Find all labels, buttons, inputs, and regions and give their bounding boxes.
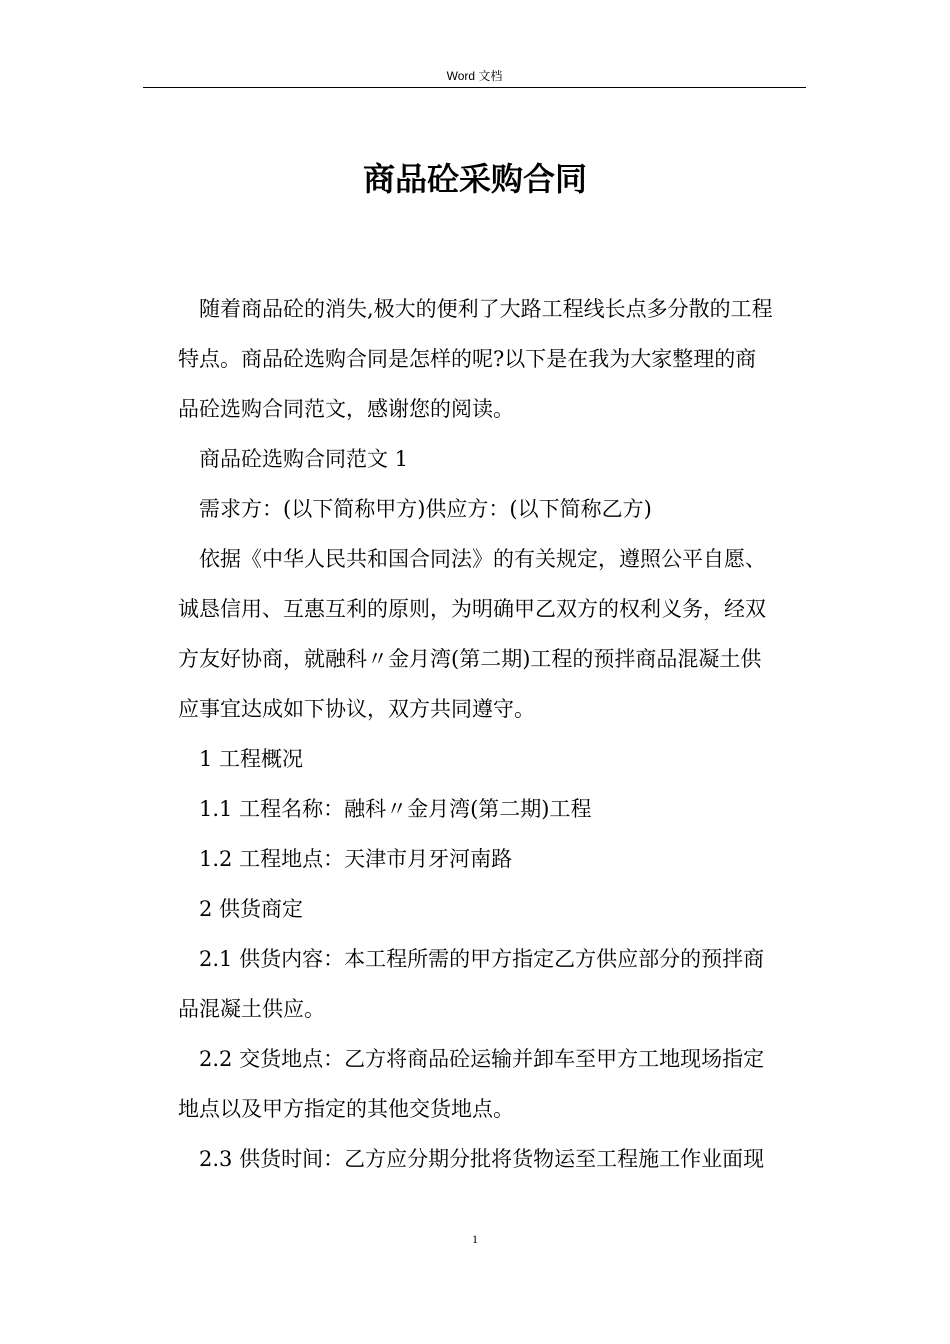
text-line: 特点。商品砼选购合同是怎样的呢?以下是在我为大家整理的商 xyxy=(178,347,757,371)
paragraph-clause-1-2 xyxy=(178,834,810,884)
text-line: 依据《中华人民共和国合同法》的有关规定，遵照公平自愿、 xyxy=(199,547,766,571)
paragraph-clause-1 xyxy=(178,734,810,784)
text-line: 1.1 工程名称：融科〃金月湾(第二期)工程 xyxy=(199,797,592,821)
text-line: 1 工程概况 xyxy=(199,747,304,771)
paragraph-clause-1-1 xyxy=(178,784,810,834)
paragraph-preamble xyxy=(178,534,810,734)
paragraph-clause-2-2 xyxy=(178,1034,810,1134)
text-line: 地点以及甲方指定的其他交货地点。 xyxy=(178,1097,514,1121)
paragraph-section-title xyxy=(178,434,810,484)
text-line: 1.2 工程地点：天津市月牙河南路 xyxy=(199,847,513,871)
text-line: 2 供货商定 xyxy=(199,897,304,921)
text-line: 需求方：(以下简称甲方)供应方：(以下简称乙方) xyxy=(199,497,652,521)
paragraph-clause-2-1 xyxy=(178,934,810,1034)
text-line: 2.3 供货时间：乙方应分期分批将货物运至工程施工作业面现 xyxy=(199,1147,765,1171)
text-line: 方友好协商，就融科〃金月湾(第二期)工程的预拌商品混凝土供 xyxy=(178,647,762,671)
text-line: 商品砼选购合同范文 1 xyxy=(199,447,409,471)
document-title: 商品砼采购合同 xyxy=(362,160,587,198)
text-line: 2.1 供货内容：本工程所需的甲方指定乙方供应部分的预拌商 xyxy=(199,947,765,971)
paragraph-parties xyxy=(178,484,810,534)
text-line: 随着商品砼的消失,极大的便利了大路工程线长点多分散的工程 xyxy=(199,297,773,321)
text-line: 应事宜达成如下协议，双方共同遵守。 xyxy=(178,697,535,721)
text-line: 品砼选购合同范文，感谢您的阅读。 xyxy=(178,397,514,421)
header-rule xyxy=(143,87,806,88)
text-line: 诚恳信用、互惠互利的原则，为明确甲乙双方的权利义务，经双 xyxy=(178,597,766,621)
document-body xyxy=(178,284,810,1184)
page-header: Word 文档 xyxy=(446,69,503,83)
paragraph-clause-2 xyxy=(178,884,810,934)
page-number: 1 xyxy=(472,1232,478,1246)
text-line: 品混凝土供应。 xyxy=(178,997,325,1021)
paragraph-intro xyxy=(178,284,810,434)
text-line: 2.2 交货地点：乙方将商品砼运输并卸车至甲方工地现场指定 xyxy=(199,1047,765,1071)
paragraph-clause-2-3 xyxy=(178,1134,810,1184)
